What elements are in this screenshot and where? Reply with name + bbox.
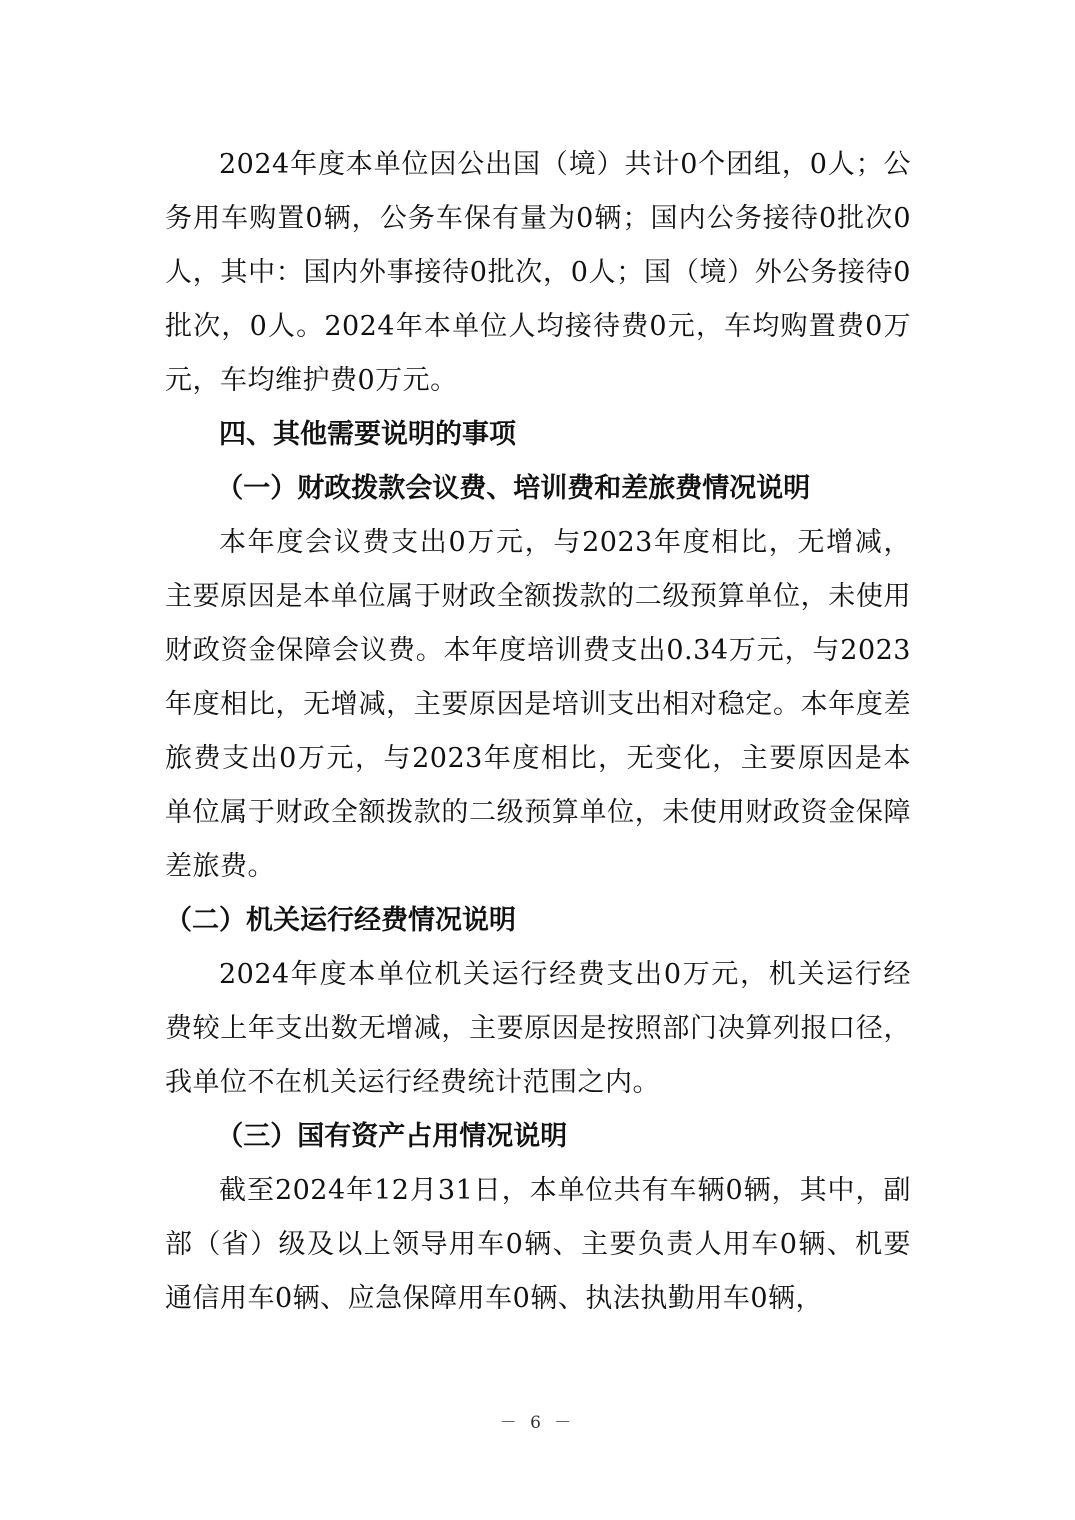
section-title-other-matters: 四、其他需要说明的事项 <box>219 419 516 450</box>
paragraph-meeting-training-travel: 本年度会议费支出0万元，与2023年度相比，无增减，主要原因是本单位属于财政全额拨款的二级预算单位，未使用财政资金保障会议费。本年度培训费支出0.34万元，与2023年度相比，无增减，主要原因是培训支出相对稳定。本年度差旅费支出0万元，与2023年度相比，无变化，主要原因是本单位属于财政全额拨款的二级预算单位，未使用财政资金保障差旅费。 <box>165 527 911 882</box>
document-page <box>165 138 911 1326</box>
paragraph-operating-expenses: 2024年度本单位机关运行经费支出0万元，机关运行经费较上年支出数无增减，主要原因是按照部门决算列报口径，我单位不在机关运行经费统计范围之内。 <box>165 959 911 1098</box>
subsection-title-operating-expenses: （二）机关运行经费情况说明 <box>165 905 516 936</box>
subsection-title-meeting-training-travel: （一）财政拨款会议费、培训费和差旅费情况说明 <box>216 473 811 504</box>
paragraph-overseas-reception: 2024年度本单位因公出国（境）共计0个团组，0人；公务用车购置0辆，公务车保有量为0辆；国内公务接待0批次0人，其中：国内外事接待0批次，0人；国（境）外公务接待0批次，0人。2024年本单位人均接待费0元，车均购置费0万元，车均维护费0万元。 <box>165 149 911 396</box>
paragraph-state-assets: 截至2024年12月31日，本单位共有车辆0辆，其中，副部（省）级及以上领导用车0辆、主要负责人用车0辆、机要通信用车0辆、应急保障用车0辆、执法执勤用车0辆， <box>165 1175 911 1314</box>
page-number: － 6 － <box>499 1413 576 1433</box>
subsection-title-state-assets: （三）国有资产占用情况说明 <box>216 1121 568 1152</box>
